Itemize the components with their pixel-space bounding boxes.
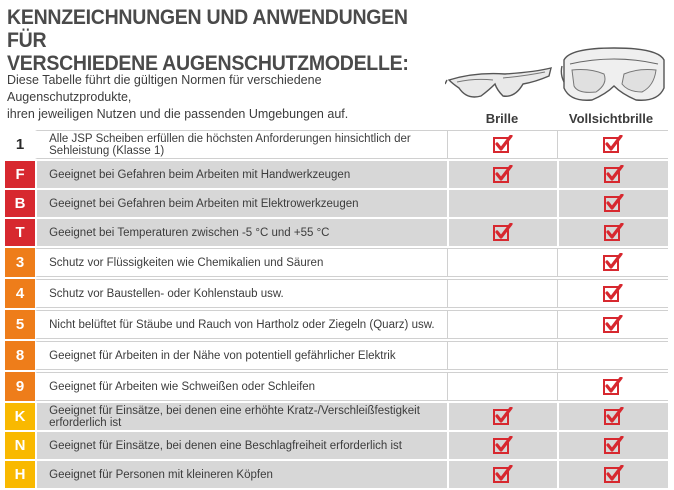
table-row bbox=[5, 403, 668, 430]
check-mark-icon bbox=[604, 165, 624, 183]
safety-glasses-icon bbox=[445, 62, 555, 107]
row-description: Alle JSP Scheiben erfüllen die höchsten Anforderungen hinsichtlich der Sehleistung (Klasse 1) bbox=[35, 130, 447, 159]
table-row bbox=[5, 372, 668, 401]
check-mark-icon bbox=[604, 407, 624, 425]
row-description: Geeignet für Arbeiten wie Schweißen oder Schleifen bbox=[35, 372, 447, 401]
check-mark-icon bbox=[493, 165, 513, 183]
cell-vollsichtbrille bbox=[557, 432, 668, 459]
row-description: Geeignet bei Gefahren beim Arbeiten mit Elektrowerkzeugen bbox=[35, 190, 447, 217]
cell-vollsichtbrille bbox=[557, 130, 668, 159]
table-row bbox=[5, 248, 668, 277]
row-description: Geeignet für Arbeiten in der Nähe von potentiell gefährlicher Elektrik bbox=[35, 341, 447, 370]
cell-vollsichtbrille bbox=[557, 372, 668, 401]
intro-line: ihren jeweiligen Nutzen und die passenden Umgebungen auf. bbox=[7, 107, 349, 121]
cell-brille bbox=[447, 341, 558, 370]
cell-brille bbox=[447, 461, 558, 488]
cell-brille bbox=[447, 432, 558, 459]
cell-vollsichtbrille bbox=[557, 219, 668, 246]
table-row bbox=[5, 190, 668, 217]
cell-brille bbox=[447, 190, 558, 217]
check-mark-icon bbox=[604, 223, 624, 241]
row-code: K bbox=[5, 403, 35, 430]
row-description: Geeignet für Einsätze, bei denen eine Beschlagfreiheit erforderlich ist bbox=[35, 432, 447, 459]
check-mark-icon bbox=[603, 135, 623, 153]
table-row bbox=[5, 341, 668, 370]
row-code: 5 bbox=[5, 310, 35, 339]
row-description: Geeignet bei Gefahren beim Arbeiten mit Handwerkzeugen bbox=[35, 161, 447, 188]
check-mark-icon bbox=[493, 436, 513, 454]
row-code: 4 bbox=[5, 279, 35, 308]
row-description: Geeignet bei Temperaturen zwischen -5 °C und +55 °C bbox=[35, 219, 447, 246]
intro-text bbox=[7, 72, 437, 123]
column-header-brille: Brille bbox=[485, 111, 519, 126]
standards-table bbox=[5, 128, 668, 490]
table-row bbox=[5, 161, 668, 188]
page-title bbox=[7, 6, 416, 75]
cell-vollsichtbrille bbox=[557, 310, 668, 339]
row-code: H bbox=[5, 461, 35, 488]
check-mark-icon bbox=[493, 407, 513, 425]
check-mark-icon bbox=[603, 253, 623, 271]
column-header-vollsichtbrille: Vollsichtbrille bbox=[568, 111, 654, 126]
title-line: KENNZEICHNUNGEN UND ANWENDUNGEN FÜR bbox=[7, 6, 408, 52]
check-mark-icon bbox=[493, 465, 513, 483]
row-description: Geeignet für Einsätze, bei denen eine erhöhte Kratz-/Verschleißfestigkeit erforderlich ist bbox=[35, 403, 447, 430]
row-code: N bbox=[5, 432, 35, 459]
cell-vollsichtbrille bbox=[557, 161, 668, 188]
table-row bbox=[5, 310, 668, 339]
table-row bbox=[5, 461, 668, 488]
row-code: T bbox=[5, 219, 35, 246]
table-row bbox=[5, 219, 668, 246]
cell-brille bbox=[447, 279, 558, 308]
cell-brille bbox=[447, 161, 558, 188]
row-code: 9 bbox=[5, 372, 35, 401]
cell-brille bbox=[447, 372, 558, 401]
check-mark-icon bbox=[604, 465, 624, 483]
row-description: Schutz vor Baustellen- oder Kohlenstaub usw. bbox=[35, 279, 447, 308]
row-code: 3 bbox=[5, 248, 35, 277]
cell-vollsichtbrille bbox=[557, 341, 668, 370]
table-row bbox=[5, 130, 668, 159]
check-mark-icon bbox=[603, 315, 623, 333]
row-code: F bbox=[5, 161, 35, 188]
check-mark-icon bbox=[604, 436, 624, 454]
cell-brille bbox=[447, 219, 558, 246]
cell-vollsichtbrille bbox=[557, 190, 668, 217]
row-description: Geeignet für Personen mit kleineren Köpfen bbox=[35, 461, 447, 488]
cell-brille bbox=[447, 130, 558, 159]
cell-vollsichtbrille bbox=[557, 248, 668, 277]
check-mark-icon bbox=[603, 284, 623, 302]
cell-vollsichtbrille bbox=[557, 279, 668, 308]
cell-brille bbox=[447, 310, 558, 339]
check-mark-icon bbox=[603, 377, 623, 395]
goggles-icon bbox=[560, 42, 668, 108]
table-row bbox=[5, 279, 668, 308]
check-mark-icon bbox=[604, 194, 624, 212]
check-mark-icon bbox=[493, 135, 513, 153]
check-mark-icon bbox=[493, 223, 513, 241]
cell-brille bbox=[447, 403, 558, 430]
cell-brille bbox=[447, 248, 558, 277]
cell-vollsichtbrille bbox=[557, 403, 668, 430]
row-code: B bbox=[5, 190, 35, 217]
row-code: 8 bbox=[5, 341, 35, 370]
row-description: Schutz vor Flüssigkeiten wie Chemikalien und Säuren bbox=[35, 248, 447, 277]
intro-line: Diese Tabelle führt die gültigen Normen für verschiedene Augenschutzprodukte, bbox=[7, 73, 322, 104]
cell-vollsichtbrille bbox=[557, 461, 668, 488]
title-line: VERSCHIEDENE AUGENSCHUTZMODELLE: bbox=[7, 52, 409, 75]
row-code: 1 bbox=[5, 130, 35, 159]
table-row bbox=[5, 432, 668, 459]
row-description: Nicht belüftet für Stäube und Rauch von Hartholz oder Ziegeln (Quarz) usw. bbox=[35, 310, 447, 339]
